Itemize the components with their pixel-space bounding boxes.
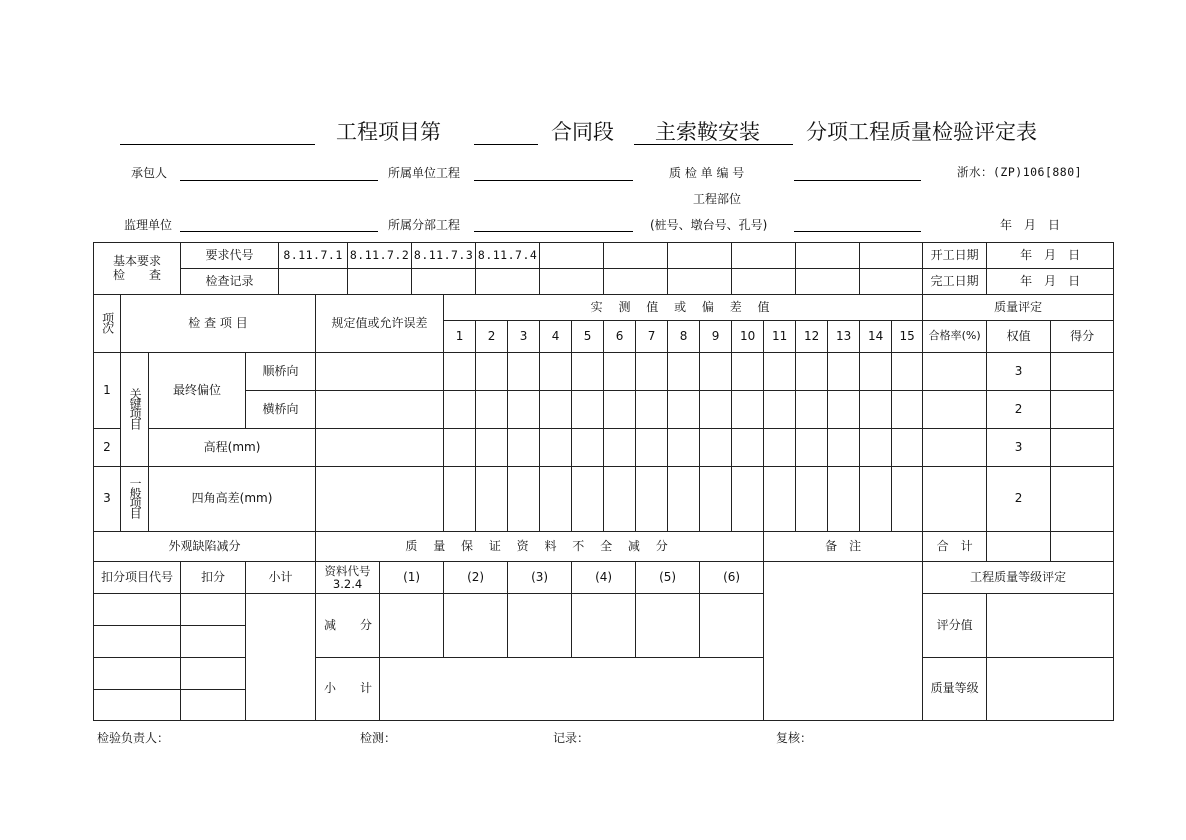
- measurement-cell[interactable]: [636, 353, 668, 391]
- measurement-cell[interactable]: [508, 391, 540, 429]
- score-value-field[interactable]: [987, 594, 1114, 658]
- form-no-label: 质 检 单 编 号: [669, 166, 745, 180]
- score-cell[interactable]: [1051, 467, 1114, 532]
- doc-col-header: (5): [636, 562, 700, 594]
- measurement-cell[interactable]: [796, 467, 828, 532]
- record-cell[interactable]: [348, 269, 412, 295]
- recorder-label: 记录：: [553, 731, 590, 745]
- measurement-cell[interactable]: [764, 391, 796, 429]
- measurement-cell[interactable]: [860, 391, 892, 429]
- measurement-cell[interactable]: [668, 429, 700, 467]
- docs-deduction-header: 质 量 保 证 资 料 不 全 减 分: [316, 532, 764, 562]
- requirement-code: 8.11.7.2: [348, 243, 412, 269]
- measurement-cell[interactable]: [700, 429, 732, 467]
- doc-col-header: (2): [444, 562, 508, 594]
- weight-value: 3: [987, 353, 1051, 391]
- measurement-number-header: 13: [828, 321, 860, 353]
- pass-rate-cell[interactable]: [923, 429, 987, 467]
- measurement-cell[interactable]: [444, 391, 476, 429]
- measurement-cell[interactable]: [700, 391, 732, 429]
- score-cell[interactable]: [1051, 353, 1114, 391]
- measurement-cell[interactable]: [892, 391, 923, 429]
- doc-reduce-cell[interactable]: [572, 594, 636, 658]
- measurement-cell[interactable]: [860, 429, 892, 467]
- allowed-cell[interactable]: [316, 391, 444, 429]
- score-value-label: 评分值: [923, 594, 987, 658]
- grade-field[interactable]: [987, 658, 1114, 721]
- requirement-code: 8.11.7.1: [279, 243, 348, 269]
- measurement-cell[interactable]: [508, 467, 540, 532]
- measurement-number-header: 3: [508, 321, 540, 353]
- measurement-number-header: 5: [572, 321, 604, 353]
- requirement-code: 8.11.7.3: [412, 243, 476, 269]
- total-cell[interactable]: [987, 532, 1051, 562]
- doc-reduce-cell[interactable]: [508, 594, 572, 658]
- measurement-cell[interactable]: [668, 353, 700, 391]
- doc-reduce-cell[interactable]: [636, 594, 700, 658]
- reduce-label: 减 分: [316, 594, 380, 658]
- doc-col-header: (3): [508, 562, 572, 594]
- location-sub-label: (桩号、墩台号、孔号): [650, 218, 768, 232]
- score-cell[interactable]: [1051, 429, 1114, 467]
- measurement-cell[interactable]: [444, 353, 476, 391]
- measurement-cell[interactable]: [444, 429, 476, 467]
- remarks-field[interactable]: [764, 562, 923, 721]
- total-label: 合 计: [923, 532, 987, 562]
- measurement-cell[interactable]: [444, 467, 476, 532]
- measurement-cell[interactable]: [476, 391, 508, 429]
- seq-header: 项次: [94, 295, 121, 353]
- general-items-group: 一般项目: [121, 467, 149, 532]
- measurement-cell[interactable]: [732, 353, 764, 391]
- doc-col-header: (6): [700, 562, 764, 594]
- form-code: 浙水：(ZP)106[880]: [957, 165, 1083, 179]
- requirement-code-label: 要求代号: [181, 243, 279, 269]
- measurement-cell[interactable]: [828, 391, 860, 429]
- end-date-field[interactable]: 年 月 日: [987, 269, 1114, 295]
- measurement-cell[interactable]: [732, 429, 764, 467]
- measurement-cell[interactable]: [828, 429, 860, 467]
- measurement-cell[interactable]: [540, 429, 572, 467]
- allowed-header: 规定值或允许误差: [316, 295, 444, 353]
- code-cell[interactable]: [796, 243, 860, 269]
- key-items-group: 关键项目: [121, 353, 149, 467]
- measurement-cell[interactable]: [540, 353, 572, 391]
- measurement-cell[interactable]: [892, 353, 923, 391]
- record-cell[interactable]: [604, 269, 668, 295]
- measurement-cell[interactable]: [476, 467, 508, 532]
- measurement-number-header: 15: [892, 321, 923, 353]
- unit-project-field[interactable]: [474, 180, 633, 181]
- measurement-cell[interactable]: [892, 467, 923, 532]
- measurement-number-header: 6: [604, 321, 636, 353]
- total-cell[interactable]: [1051, 532, 1114, 562]
- weight-value: 2: [987, 467, 1051, 532]
- deduct-cell[interactable]: [181, 658, 246, 690]
- measurement-cell[interactable]: [572, 391, 604, 429]
- deduct-cell[interactable]: [181, 594, 246, 626]
- measurement-number-header: 4: [540, 321, 572, 353]
- record-cell[interactable]: [412, 269, 476, 295]
- pass-rate-cell[interactable]: [923, 391, 987, 429]
- record-cell[interactable]: [668, 269, 732, 295]
- measurement-cell[interactable]: [572, 353, 604, 391]
- form-no-field[interactable]: [794, 180, 921, 181]
- measurement-cell[interactable]: [476, 353, 508, 391]
- measurement-number-header: 11: [764, 321, 796, 353]
- measurement-cell[interactable]: [828, 353, 860, 391]
- reviewer-label: 复核：: [776, 731, 813, 745]
- weight-value: 2: [987, 391, 1051, 429]
- deduct-code-cell[interactable]: [94, 594, 181, 626]
- measurement-cell[interactable]: [604, 467, 636, 532]
- remarks-header: 备 注: [764, 532, 923, 562]
- deduct-code-header: 扣分项目代号: [94, 562, 181, 594]
- measurement-number-header: 14: [860, 321, 892, 353]
- measurement-number-header: 1: [444, 321, 476, 353]
- grade-label: 质量等级: [923, 658, 987, 721]
- record-cell[interactable]: [279, 269, 348, 295]
- inspector-label: 检验负责人：: [97, 731, 170, 745]
- item-elevation: 高程(mm): [149, 429, 316, 467]
- score-header: 得分: [1051, 321, 1114, 353]
- grade-eval-header: 工程质量等级评定: [923, 562, 1114, 594]
- measurement-cell[interactable]: [668, 467, 700, 532]
- doc-col-header: (4): [572, 562, 636, 594]
- measurement-cell[interactable]: [572, 429, 604, 467]
- measurement-cell[interactable]: [700, 467, 732, 532]
- doc-subtotal-label: 小 计: [316, 658, 380, 721]
- row-seq: 3: [94, 467, 121, 532]
- quality-eval-header: 质量评定: [923, 295, 1114, 321]
- sub-item-longitudinal: 顺桥向: [246, 353, 316, 391]
- pass-rate-cell[interactable]: [923, 353, 987, 391]
- allowed-cell[interactable]: [316, 353, 444, 391]
- measurement-number-header: 9: [700, 321, 732, 353]
- date-label: 年 月 日: [1000, 218, 1061, 232]
- unit-project-label: 所属单位工程: [388, 166, 461, 180]
- contract-no-blank[interactable]: [474, 144, 538, 145]
- measurement-cell[interactable]: [796, 353, 828, 391]
- allowed-cell[interactable]: [316, 467, 444, 532]
- title-item: 主索鞍安装: [655, 120, 760, 144]
- contractor-label: 承包人: [131, 166, 168, 180]
- measurement-cell[interactable]: [732, 467, 764, 532]
- record-cell[interactable]: [732, 269, 796, 295]
- project-name-blank[interactable]: [120, 144, 315, 145]
- code-cell[interactable]: [732, 243, 796, 269]
- basic-requirements-label: 基本要求 检 查: [94, 243, 181, 295]
- code-cell[interactable]: [540, 243, 604, 269]
- appearance-deduction-header: 外观缺陷减分: [94, 532, 316, 562]
- appearance-subtotal-cell[interactable]: [246, 594, 316, 721]
- start-date-label: 开工日期: [923, 243, 987, 269]
- measurement-cell[interactable]: [636, 467, 668, 532]
- pass-rate-header: 合格率(%): [923, 321, 987, 353]
- check-item-header: 检 查 项 目: [121, 295, 316, 353]
- sub-item-transverse: 横桥向: [246, 391, 316, 429]
- doc-code-header: 资料代号 3.2.4: [316, 562, 380, 594]
- record-cell[interactable]: [796, 269, 860, 295]
- item-final-offset: 最终偏位: [149, 353, 246, 429]
- measurement-cell[interactable]: [764, 429, 796, 467]
- measurement-cell[interactable]: [892, 429, 923, 467]
- item-corner-height-diff: 四角高差(mm): [149, 467, 316, 532]
- measurement-cell[interactable]: [668, 391, 700, 429]
- record-cell[interactable]: [860, 269, 923, 295]
- measurement-cell[interactable]: [508, 353, 540, 391]
- pass-rate-cell[interactable]: [923, 467, 987, 532]
- measurement-cell[interactable]: [796, 429, 828, 467]
- measurement-number-header: 12: [796, 321, 828, 353]
- deduct-cell[interactable]: [181, 626, 246, 658]
- tester-label: 检测：: [360, 731, 397, 745]
- deduct-cell[interactable]: [181, 690, 246, 721]
- deduct-code-cell[interactable]: [94, 658, 181, 690]
- title-part2: 合同段: [551, 120, 614, 144]
- measurement-cell[interactable]: [572, 467, 604, 532]
- measurement-cell[interactable]: [732, 391, 764, 429]
- subtotal-header: 小计: [246, 562, 316, 594]
- location-field[interactable]: [794, 231, 921, 232]
- code-cell[interactable]: [668, 243, 732, 269]
- weight-value: 3: [987, 429, 1051, 467]
- measurement-cell[interactable]: [636, 391, 668, 429]
- measurement-cell[interactable]: [860, 353, 892, 391]
- measurement-cell[interactable]: [604, 429, 636, 467]
- row-seq: 2: [94, 429, 121, 467]
- record-cell[interactable]: [476, 269, 540, 295]
- doc-col-header: (1): [380, 562, 444, 594]
- weight-header: 权值: [987, 321, 1051, 353]
- deduct-header: 扣分: [181, 562, 246, 594]
- end-date-label: 完工日期: [923, 269, 987, 295]
- measurement-cell[interactable]: [828, 467, 860, 532]
- supervisor-field[interactable]: [180, 231, 378, 232]
- supervisor-label: 监理单位: [124, 218, 173, 232]
- sub-project-field[interactable]: [474, 231, 633, 232]
- measurement-cell[interactable]: [508, 429, 540, 467]
- measurement-cell[interactable]: [860, 467, 892, 532]
- location-label: 工程部位: [693, 192, 742, 206]
- deduct-code-cell[interactable]: [94, 690, 181, 721]
- sub-project-label: 所属分部工程: [388, 218, 461, 232]
- measurement-cell[interactable]: [796, 391, 828, 429]
- doc-reduce-cell[interactable]: [444, 594, 508, 658]
- measurement-cell[interactable]: [540, 391, 572, 429]
- title-part3: 分项工程质量检验评定表: [806, 120, 1037, 144]
- deduct-code-cell[interactable]: [94, 626, 181, 658]
- requirement-code: 8.11.7.4: [476, 243, 540, 269]
- doc-reduce-cell[interactable]: [380, 594, 444, 658]
- row-seq: 1: [94, 353, 121, 429]
- check-record-label: 检查记录: [181, 269, 279, 295]
- inspection-table: [93, 242, 1114, 721]
- measurement-number-header: 10: [732, 321, 764, 353]
- measurement-cell[interactable]: [604, 353, 636, 391]
- code-cell[interactable]: [860, 243, 923, 269]
- allowed-cell[interactable]: [316, 429, 444, 467]
- contractor-field[interactable]: [180, 180, 378, 181]
- measurement-number-header: 8: [668, 321, 700, 353]
- measurement-cell[interactable]: [764, 353, 796, 391]
- code-cell[interactable]: [604, 243, 668, 269]
- doc-reduce-cell[interactable]: [700, 594, 764, 658]
- measurement-number-header: 2: [476, 321, 508, 353]
- measured-header: 实 测 值 或 偏 差 值: [444, 295, 923, 321]
- measurement-cell[interactable]: [764, 467, 796, 532]
- measurement-cell[interactable]: [636, 429, 668, 467]
- measurement-cell[interactable]: [604, 391, 636, 429]
- measurement-cell[interactable]: [476, 429, 508, 467]
- measurement-number-header: 7: [636, 321, 668, 353]
- measurement-cell[interactable]: [540, 467, 572, 532]
- score-cell[interactable]: [1051, 391, 1114, 429]
- title-part1: 工程项目第: [336, 120, 441, 144]
- record-cell[interactable]: [540, 269, 604, 295]
- start-date-field[interactable]: 年 月 日: [987, 243, 1114, 269]
- doc-subtotal-field[interactable]: [380, 658, 764, 721]
- measurement-cell[interactable]: [700, 353, 732, 391]
